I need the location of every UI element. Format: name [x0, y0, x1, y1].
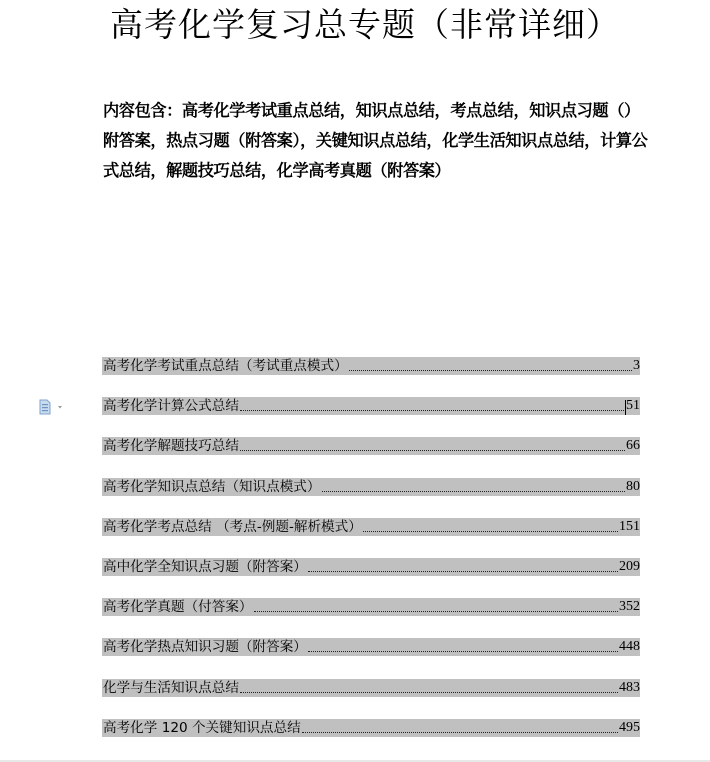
toc-leader-dots — [349, 366, 632, 371]
toc-leader-dots — [240, 446, 625, 451]
table-of-contents — [102, 357, 640, 759]
toc-entry[interactable] — [102, 397, 640, 415]
toc-entry[interactable] — [102, 478, 640, 496]
document-title: 高考化学复习总专题（非常详细） — [110, 5, 620, 44]
toc-entry-label: 高考化学考试重点总结（考试重点模式） — [103, 358, 348, 374]
toc-entry-label: 高考化学考点总结 （考点-例题-解析模式） — [103, 518, 362, 535]
toc-leader-dots — [308, 647, 618, 652]
toc-entry-label: 高考化学 120 个关键知识点总结 — [103, 719, 301, 736]
toc-leader-dots — [302, 728, 618, 733]
toc-entry-label: 高考化学计算公式总结 — [103, 398, 239, 415]
toc-entry-page: 448 — [619, 639, 640, 655]
toc-entry-page: 3 — [633, 358, 640, 373]
toc-leader-dots — [240, 688, 618, 693]
toc-entry-page: 209 — [619, 558, 640, 574]
toc-entry-page: 66 — [626, 438, 640, 454]
paragraph-layout-icon — [38, 399, 68, 415]
toc-entry-label: 高考化学真题（付答案） — [103, 599, 253, 616]
toc-entry-page: 352 — [619, 599, 640, 615]
toc-leader-dots — [240, 406, 624, 411]
toc-entry[interactable] — [102, 558, 640, 576]
toc-leader-dots — [322, 487, 626, 492]
toc-entry-page: 51 — [626, 398, 640, 414]
paragraph-layout-button[interactable] — [38, 399, 68, 415]
toc-leader-dots — [308, 567, 618, 572]
toc-entry-label: 高考化学解题技巧总结 — [103, 438, 239, 455]
toc-entry-page: 151 — [619, 518, 640, 534]
toc-entry[interactable] — [102, 518, 640, 536]
toc-entry-label: 高中化学全知识点习题（附答案） — [103, 558, 307, 575]
toc-entry[interactable] — [102, 437, 640, 455]
toc-leader-dots — [254, 607, 618, 612]
toc-entry[interactable] — [102, 719, 640, 737]
toc-entry-page: 80 — [626, 478, 640, 494]
toc-entry-page: 483 — [619, 679, 640, 695]
toc-entry-label: 高考化学热点知识习题（附答案） — [103, 639, 307, 656]
toc-entry[interactable] — [102, 679, 640, 697]
chevron-down-icon — [58, 406, 62, 409]
intro-paragraph: 内容包含：高考化学考试重点总结，知识点总结，考点总结，知识点习题（）附答案，热点习题（附答案），关键知识点总结，化学生活知识点总结，计算公式总结，解题技巧总结，化学高考真题（附答案） — [103, 101, 648, 180]
toc-entry-label: 高考化学知识点总结（知识点模式） — [103, 478, 321, 495]
toc-entry[interactable] — [102, 357, 640, 375]
toc-entry-label: 化学与生活知识点总结 — [103, 679, 239, 696]
toc-entry-page: 495 — [619, 719, 640, 735]
toc-entry[interactable] — [102, 598, 640, 616]
toc-entry[interactable] — [102, 638, 640, 656]
toc-leader-dots — [363, 527, 618, 532]
